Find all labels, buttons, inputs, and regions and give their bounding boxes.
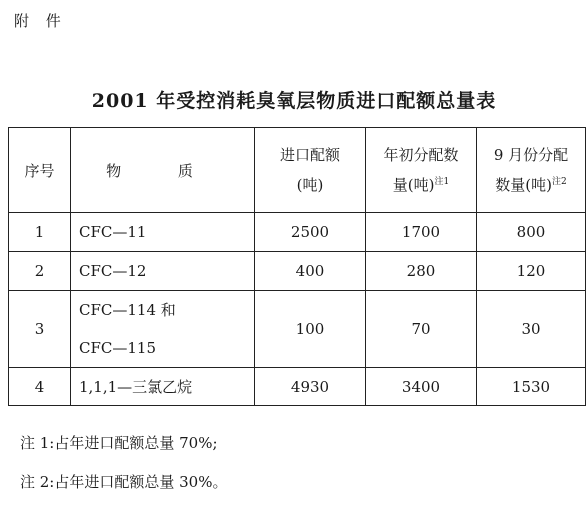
header-initial-line2-wrap (366, 170, 476, 200)
header-september-allocation (477, 128, 586, 213)
header-sept-line2: 数量(吨) (495, 176, 552, 194)
header-sept-line1: 9 月份分配 (493, 146, 569, 164)
cell-import-quota: 4930 (255, 368, 366, 406)
cell-import-quota: 400 (255, 252, 366, 291)
page-title: 2001 年受控消耗臭氧层物质进口配额总量表 (91, 90, 497, 112)
cell-initial: 3400 (366, 368, 477, 406)
table-row (9, 213, 586, 252)
header-substance: 物 质 (71, 128, 255, 213)
header-sept-line2-wrap (477, 170, 585, 200)
cell-september: 30 (477, 291, 586, 368)
header-sept-note: 注2 (551, 177, 567, 187)
cell-initial: 70 (366, 291, 477, 368)
header-initial-line2: 量(吨) (392, 176, 435, 194)
cell-september: 1530 (477, 368, 586, 406)
cell-substance-line2: CFC—115 (79, 339, 156, 357)
table-row (9, 252, 586, 291)
cell-september: 800 (477, 213, 586, 252)
cell-import-quota: 100 (255, 291, 366, 368)
cell-initial: 1700 (366, 213, 477, 252)
cell-no: 1 (9, 213, 71, 252)
cell-import-quota: 2500 (255, 213, 366, 252)
cell-substance (71, 291, 255, 368)
cell-no: 4 (9, 368, 71, 406)
table-row (9, 368, 586, 406)
header-initial-note: 注1 (434, 177, 450, 187)
header-no: 序号 (9, 128, 71, 213)
header-import-quota-line1: 进口配额 (279, 146, 340, 164)
header-import-quota (255, 128, 366, 213)
quota-table (8, 127, 586, 406)
header-initial-line1: 年初分配数 (383, 146, 459, 164)
table-header-row (9, 128, 586, 213)
table-row (9, 291, 586, 368)
cell-substance: CFC—11 (71, 213, 255, 252)
cell-substance: 1,1,1—三氯乙烷 (71, 368, 255, 406)
cell-initial: 280 (366, 252, 477, 291)
cell-no: 2 (9, 252, 71, 291)
cell-no: 3 (9, 291, 71, 368)
footnote-1: 注 1:占年进口配额总量 70%; (20, 434, 218, 452)
cell-substance: CFC—12 (71, 252, 255, 291)
cell-substance-line1: CFC—114 和 (79, 301, 176, 319)
cell-september: 120 (477, 252, 586, 291)
header-import-quota-line2: (吨) (296, 176, 324, 194)
attachment-label: 附 件 (14, 12, 67, 30)
header-initial-allocation (366, 128, 477, 213)
footnote-2: 注 2:占年进口配额总量 30%。 (20, 473, 228, 491)
